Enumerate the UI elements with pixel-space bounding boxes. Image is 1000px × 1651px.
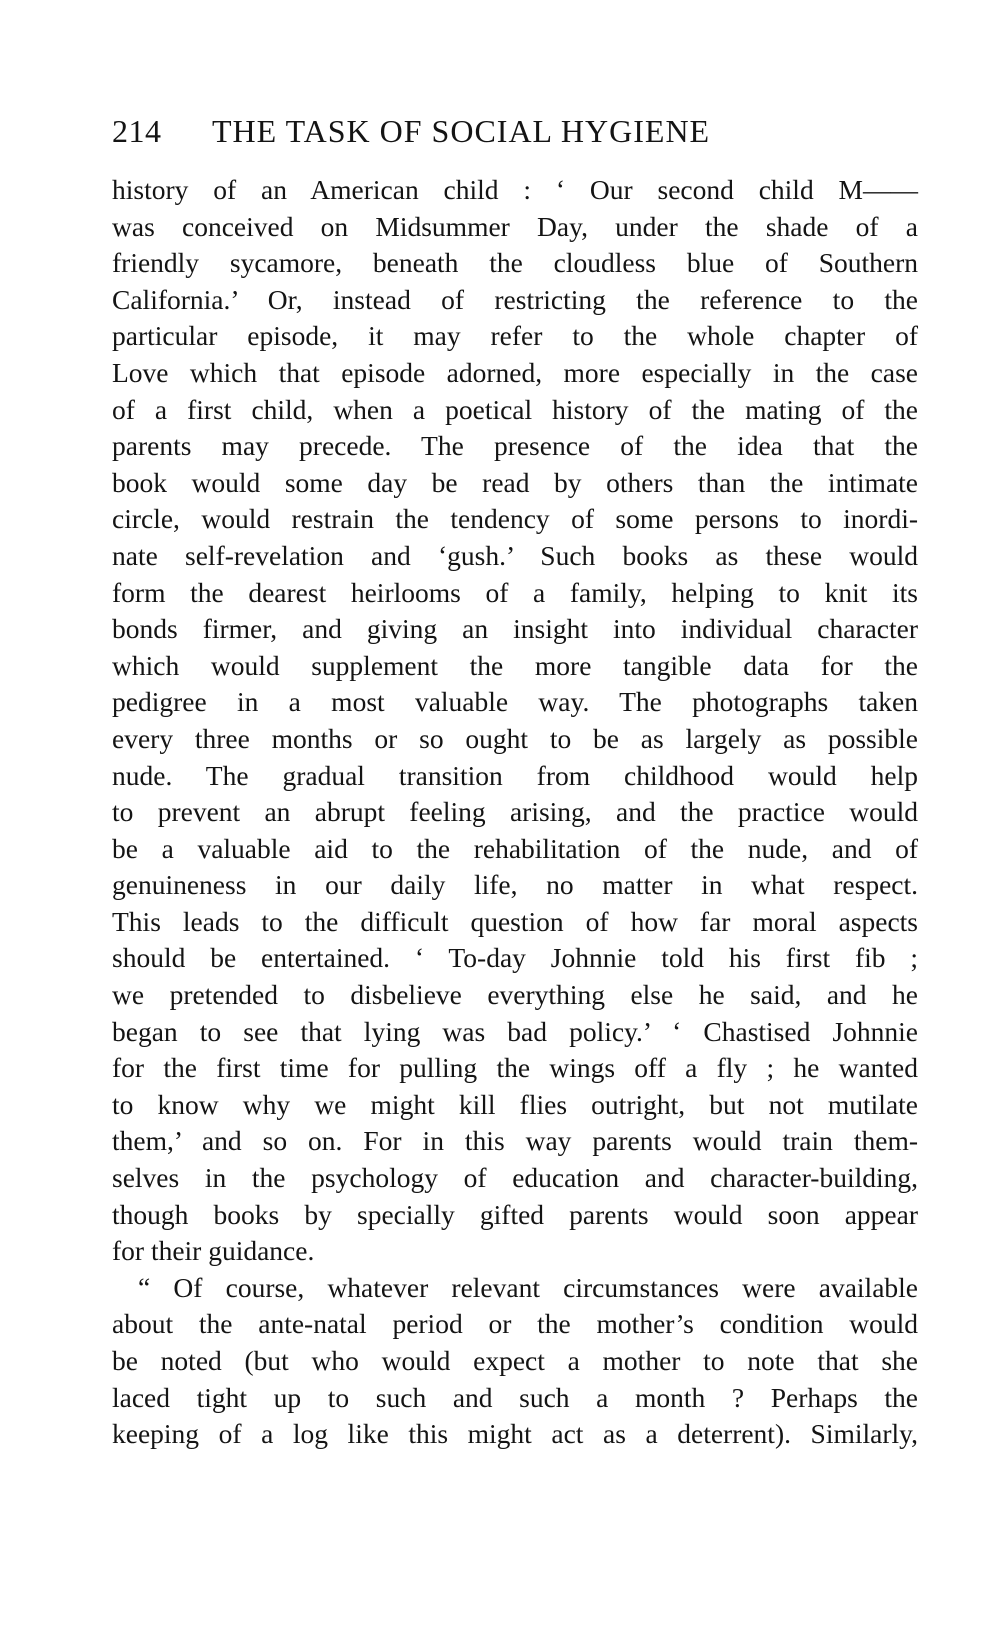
text-line: pedigree in a most valuable way. The photographs taken (112, 686, 918, 718)
text-line: to know why we might kill flies outright, but not mutilate (112, 1088, 918, 1120)
running-title: THE TASK OF SOCIAL HYGIENE (212, 113, 711, 149)
text-line: form the dearest heirlooms of a family, helping to knit its (112, 576, 918, 608)
text-line: began to see that lying was bad policy.’ ‘ Chastised Johnnie (112, 1015, 918, 1047)
paragraph (112, 1270, 918, 1453)
text-line: particular episode, it may refer to the whole chapter of (112, 320, 918, 352)
text-line: be a valuable aid to the rehabilitation of the nude, and of (112, 832, 918, 864)
text-line: though books by specially gifted parents would soon appear (112, 1198, 918, 1230)
text-line: about the ante-natal period or the mother’s condition would (112, 1308, 918, 1340)
text-line: history of an American child : ‘ Our second child M—— (112, 174, 918, 205)
text-line: friendly sycamore, beneath the cloudless blue of Southern (112, 247, 918, 279)
text-line: be noted (but who would expect a mother to note that she (112, 1345, 918, 1376)
text-line: genuineness in our daily life, no matter in what respect. (112, 869, 918, 901)
running-head (112, 113, 812, 157)
text-line: we pretended to disbelieve everything else he said, and he (112, 979, 918, 1011)
text-line: every three months or so ought to be as largely as possible (112, 722, 918, 754)
paragraph (112, 172, 918, 1270)
text-line: Love which that episode adorned, more especially in the case (112, 356, 918, 388)
text-line: them,’ and so on. For in this way parents would train them- (112, 1125, 918, 1157)
text-line: circle, would restrain the tendency of some persons to inordi- (112, 503, 918, 535)
text-line: This leads to the difficult question of how far moral aspects (112, 905, 918, 937)
text-line: bonds firmer, and giving an insight into individual character (112, 613, 918, 645)
text-line: for their guidance. (112, 1235, 315, 1267)
text-line: “ Of course, whatever relevant circumstances were available (138, 1271, 918, 1303)
text-line: was conceived on Midsummer Day, under the shade of a (112, 210, 918, 242)
text-line: laced tight up to such and such a month ? Perhaps the (112, 1381, 918, 1413)
body-text (112, 172, 918, 1453)
text-line: should be entertained. ‘ To-day Johnnie told his first fib ; (112, 942, 918, 974)
text-line: selves in the psychology of education and character-building, (112, 1162, 918, 1194)
text-line: of a first child, when a poetical history of the mating of the (112, 393, 918, 425)
text-line: nude. The gradual transition from childhood would help (112, 759, 918, 791)
text-line: keeping of a log like this might act as a deterrent). Similarly, (112, 1418, 918, 1450)
text-line: book would some day be read by others than the intimate (112, 466, 918, 498)
text-line: which would supplement the more tangible data for the (112, 649, 918, 681)
text-line: nate self-revelation and ‘gush.’ Such books as these would (112, 539, 918, 571)
text-line: parents may precede. The presence of the idea that the (112, 430, 918, 462)
page-number: 214 (112, 113, 162, 149)
text-line: California.’ Or, instead of restricting the reference to the (112, 283, 918, 315)
text-line: to prevent an abrupt feeling arising, and the practice would (112, 796, 918, 828)
text-line: for the first time for pulling the wings off a fly ; he wanted (112, 1052, 918, 1084)
